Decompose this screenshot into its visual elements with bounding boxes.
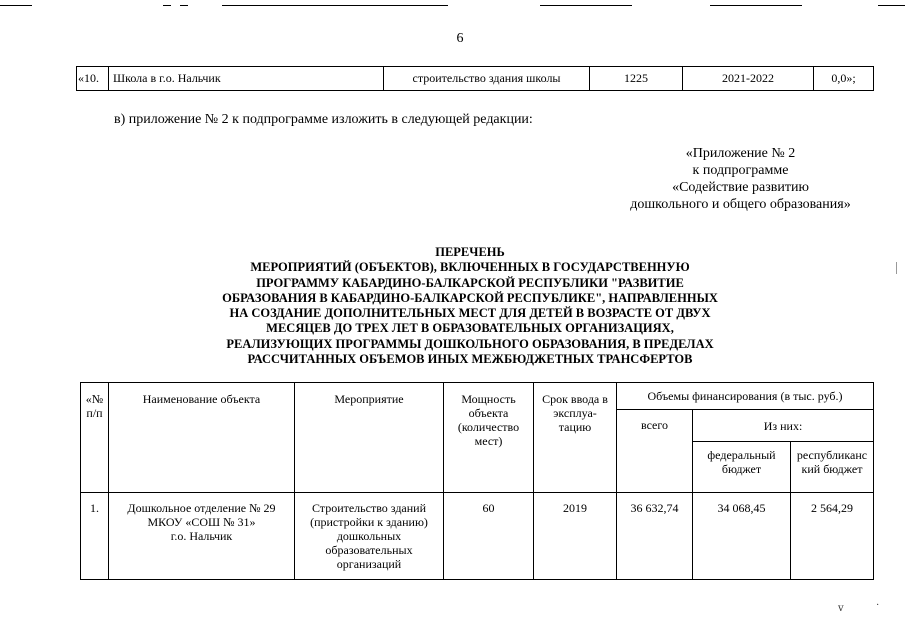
- table-cell-capacity: 60: [444, 493, 534, 580]
- header-text: мест): [474, 434, 503, 448]
- header-cell-republic: [791, 442, 874, 493]
- header-text: Срок ввода в: [542, 392, 608, 406]
- table-cell-period: 2019: [534, 493, 617, 580]
- cell-text: организаций: [336, 557, 402, 571]
- header-text: п/п: [86, 406, 103, 420]
- annex-line: «Содействие развитию: [672, 180, 809, 195]
- scan-artifact: [163, 5, 171, 6]
- title-line: РАССЧИТАННЫХ ОБЪЕМОВ ИНЫХ МЕЖБЮДЖЕТНЫХ ТРАНСФЕРТОВ: [247, 352, 693, 367]
- header-text: федеральный: [707, 448, 776, 462]
- table-cell-num: «10.: [77, 67, 109, 91]
- title-line: ПЕРЕЧЕНЬ: [435, 245, 505, 259]
- header-cell-name: [109, 383, 295, 493]
- header-cell-federal: [693, 442, 791, 493]
- header-text: «№: [85, 392, 104, 406]
- table-cell-amount: 0,0»;: [814, 67, 874, 91]
- table-cell-action: строительство здания школы: [384, 67, 590, 91]
- table-cell-name: [109, 493, 295, 580]
- document-title: [190, 245, 750, 367]
- main-table: [80, 382, 874, 580]
- table-row: [77, 67, 874, 91]
- title-line: МЕСЯЦЕВ ДО ТРЕХ ЛЕТ В ОБРАЗОВАТЕЛЬНЫХ ОРГАНИЗАЦИЯХ,: [266, 321, 674, 336]
- header-text: бюджет: [721, 462, 762, 476]
- cell-text: образовательных: [325, 543, 413, 557]
- header-text: эксплуа-: [553, 406, 597, 420]
- table-cell-action: [295, 493, 444, 580]
- header-text: всего: [640, 418, 669, 432]
- header-text: Мероприятие: [334, 392, 404, 406]
- table-cell-total: 36 632,74: [617, 493, 693, 580]
- header-cell-total: [617, 410, 693, 493]
- header-text: Мощность: [461, 392, 516, 406]
- annex-header: [598, 145, 883, 213]
- annex-line: «Приложение № 2: [685, 146, 796, 161]
- cell-text: Строительство зданий: [311, 501, 427, 515]
- scan-artifact: ·: [876, 600, 880, 611]
- title-line: НА СОЗДАНИЕ ДОПОЛНИТЕЛЬНЫХ МЕСТ ДЛЯ ДЕТЕЙ В ВОЗРАСТЕ ОТ ДВУХ: [229, 306, 711, 321]
- top-table: [76, 66, 874, 91]
- header-text: Наименование объекта: [142, 392, 261, 406]
- cell-text: дошкольных: [336, 529, 402, 543]
- scan-artifact: ⅴ: [838, 603, 844, 614]
- header-text: объекта: [468, 406, 509, 420]
- cell-text: (пристройки к зданию): [310, 515, 428, 529]
- header-cell-funding: Объемы финансирования (в тыс. руб.): [617, 383, 874, 410]
- header-cell-capacity: [444, 383, 534, 493]
- cell-text: Дошкольное отделение № 29: [127, 501, 276, 515]
- title-line: ПРОГРАММУ КАБАРДИНО-БАЛКАРСКОЙ РЕСПУБЛИКИ "РАЗВИТИЕ: [256, 275, 684, 290]
- cell-text: МКОУ «СОШ № 31»: [147, 515, 256, 529]
- table-cell-capacity: 1225: [590, 67, 683, 91]
- header-cell-num: [81, 383, 109, 493]
- header-text: тацию: [558, 420, 592, 434]
- scan-artifact: [222, 5, 448, 6]
- scan-artifact: [878, 5, 905, 6]
- intro-text: в) приложение № 2 к подпрограмме изложить в следующей редакции:: [114, 112, 533, 127]
- header-text: республиканс: [796, 448, 868, 462]
- header-text: кий бюджет: [801, 462, 863, 476]
- header-cell-period: [534, 383, 617, 493]
- table-cell-republic: 2 564,29: [791, 493, 874, 580]
- header-cell-of-which: Из них:: [693, 410, 874, 442]
- scan-artifact: [896, 262, 897, 274]
- table-row: [81, 493, 874, 580]
- header-cell-action: [295, 383, 444, 493]
- scan-artifact: [710, 5, 802, 6]
- title-line: МЕРОПРИЯТИЙ (ОБЪЕКТОВ), ВКЛЮЧЕННЫХ В ГОСУДАРСТВЕННУЮ: [250, 260, 690, 275]
- table-cell-name: Школа в г.о. Нальчик: [109, 67, 384, 91]
- title-line: РЕАЛИЗУЮЩИХ ПРОГРАММЫ ДОШКОЛЬНОГО ОБРАЗОВАНИЯ, В ПРЕДЕЛАХ: [226, 336, 714, 351]
- title-line: ОБРАЗОВАНИЯ В КАБАРДИНО-БАЛКАРСКОЙ РЕСПУБЛИКЕ", НАПРАВЛЕННЫХ: [222, 290, 718, 305]
- annex-line: дошкольного и общего образования»: [630, 197, 851, 212]
- table-cell-num: 1.: [81, 493, 109, 580]
- scan-artifact: [540, 5, 632, 6]
- scan-artifact: [180, 5, 188, 6]
- page-number: 6: [456, 31, 464, 46]
- table-cell-federal: 34 068,45: [693, 493, 791, 580]
- scan-artifact: [0, 5, 32, 6]
- table-header-row: [81, 383, 874, 410]
- cell-text: г.о. Нальчик: [170, 529, 233, 543]
- header-text: (количество: [457, 420, 520, 434]
- annex-line: к подпрограмме: [692, 163, 789, 178]
- table-cell-period: 2021-2022: [683, 67, 814, 91]
